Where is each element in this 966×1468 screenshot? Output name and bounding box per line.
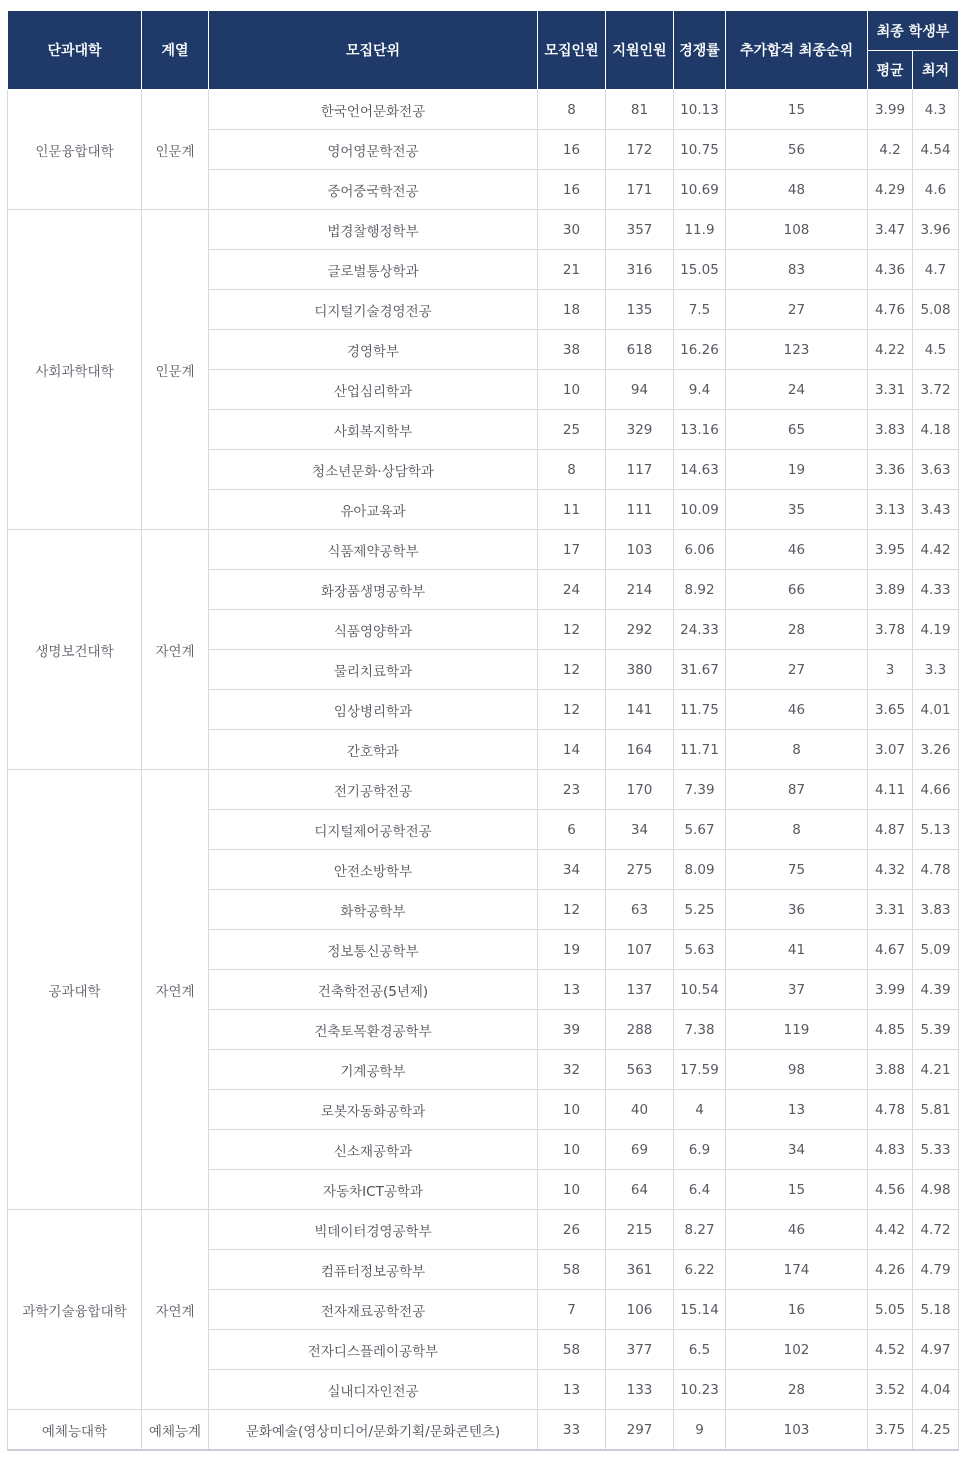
unit-cell: 사회복지학부	[209, 410, 538, 450]
waitlist-cell: 46	[726, 1210, 868, 1250]
header-college: 단과대학	[8, 11, 142, 90]
unit-cell: 법경찰행정학부	[209, 210, 538, 250]
quota-cell: 7	[538, 1290, 606, 1330]
ratio-cell: 14.63	[674, 450, 726, 490]
waitlist-cell: 15	[726, 90, 868, 130]
min-grade-cell: 4.54	[913, 130, 959, 170]
ratio-cell: 11.9	[674, 210, 726, 250]
unit-cell: 로봇자동화공학과	[209, 1090, 538, 1130]
field-cell: 자연계	[142, 1210, 209, 1410]
ratio-cell: 6.5	[674, 1330, 726, 1370]
avg-grade-cell: 4.87	[868, 810, 913, 850]
waitlist-cell: 8	[726, 810, 868, 850]
unit-cell: 건축학전공(5년제)	[209, 970, 538, 1010]
unit-cell: 글로벌통상학과	[209, 250, 538, 290]
quota-cell: 39	[538, 1010, 606, 1050]
avg-grade-cell: 3.36	[868, 450, 913, 490]
avg-grade-cell: 4.29	[868, 170, 913, 210]
min-grade-cell: 3.43	[913, 490, 959, 530]
avg-grade-cell: 4.26	[868, 1250, 913, 1290]
quota-cell: 38	[538, 330, 606, 370]
avg-grade-cell: 3	[868, 650, 913, 690]
quota-cell: 34	[538, 850, 606, 890]
unit-cell: 식품제약공학부	[209, 530, 538, 570]
avg-grade-cell: 4.52	[868, 1330, 913, 1370]
table-row	[8, 1410, 959, 1451]
unit-cell: 유아교육과	[209, 490, 538, 530]
applicants-cell: 361	[606, 1250, 674, 1290]
quota-cell: 18	[538, 290, 606, 330]
college-cell: 생명보건대학	[8, 530, 142, 770]
ratio-cell: 6.9	[674, 1130, 726, 1170]
applicants-cell: 357	[606, 210, 674, 250]
min-grade-cell: 4.5	[913, 330, 959, 370]
college-cell: 사회과학대학	[8, 210, 142, 530]
unit-cell: 임상병리학과	[209, 690, 538, 730]
ratio-cell: 6.06	[674, 530, 726, 570]
ratio-cell: 16.26	[674, 330, 726, 370]
quota-cell: 17	[538, 530, 606, 570]
unit-cell: 물리치료학과	[209, 650, 538, 690]
quota-cell: 32	[538, 1050, 606, 1090]
unit-cell: 건축토목환경공학부	[209, 1010, 538, 1050]
avg-grade-cell: 4.32	[868, 850, 913, 890]
table-header	[8, 11, 959, 90]
field-cell: 자연계	[142, 770, 209, 1210]
waitlist-cell: 102	[726, 1330, 868, 1370]
waitlist-cell: 66	[726, 570, 868, 610]
unit-cell: 기계공학부	[209, 1050, 538, 1090]
unit-cell: 빅데이터경영공학부	[209, 1210, 538, 1250]
min-grade-cell: 5.33	[913, 1130, 959, 1170]
header-field: 계열	[142, 11, 209, 90]
table-row	[8, 530, 959, 570]
min-grade-cell: 3.96	[913, 210, 959, 250]
quota-cell: 33	[538, 1410, 606, 1451]
min-grade-cell: 4.18	[913, 410, 959, 450]
applicants-cell: 133	[606, 1370, 674, 1410]
waitlist-cell: 119	[726, 1010, 868, 1050]
quota-cell: 58	[538, 1250, 606, 1290]
waitlist-cell: 27	[726, 290, 868, 330]
unit-cell: 컴퓨터정보공학부	[209, 1250, 538, 1290]
quota-cell: 10	[538, 1170, 606, 1210]
quota-cell: 13	[538, 970, 606, 1010]
unit-cell: 화장품생명공학부	[209, 570, 538, 610]
field-cell: 예체능계	[142, 1410, 209, 1451]
avg-grade-cell: 4.22	[868, 330, 913, 370]
applicants-cell: 103	[606, 530, 674, 570]
unit-cell: 자동차ICT공학과	[209, 1170, 538, 1210]
unit-cell: 화학공학부	[209, 890, 538, 930]
ratio-cell: 11.71	[674, 730, 726, 770]
applicants-cell: 288	[606, 1010, 674, 1050]
table-row	[8, 770, 959, 810]
min-grade-cell: 3.72	[913, 370, 959, 410]
waitlist-cell: 27	[726, 650, 868, 690]
waitlist-cell: 103	[726, 1410, 868, 1451]
quota-cell: 8	[538, 90, 606, 130]
admission-results-table	[7, 10, 959, 1451]
waitlist-cell: 87	[726, 770, 868, 810]
min-grade-cell: 4.79	[913, 1250, 959, 1290]
avg-grade-cell: 4.67	[868, 930, 913, 970]
waitlist-cell: 108	[726, 210, 868, 250]
quota-cell: 12	[538, 610, 606, 650]
ratio-cell: 15.14	[674, 1290, 726, 1330]
ratio-cell: 8.09	[674, 850, 726, 890]
quota-cell: 14	[538, 730, 606, 770]
avg-grade-cell: 3.99	[868, 90, 913, 130]
applicants-cell: 214	[606, 570, 674, 610]
college-cell: 과학기술융합대학	[8, 1210, 142, 1410]
header-applicants: 지원인원	[606, 11, 674, 90]
min-grade-cell: 4.25	[913, 1410, 959, 1451]
unit-cell: 실내디자인전공	[209, 1370, 538, 1410]
ratio-cell: 9.4	[674, 370, 726, 410]
quota-cell: 23	[538, 770, 606, 810]
ratio-cell: 5.25	[674, 890, 726, 930]
quota-cell: 13	[538, 1370, 606, 1410]
applicants-cell: 141	[606, 690, 674, 730]
ratio-cell: 6.22	[674, 1250, 726, 1290]
min-grade-cell: 4.6	[913, 170, 959, 210]
applicants-cell: 135	[606, 290, 674, 330]
quota-cell: 16	[538, 130, 606, 170]
ratio-cell: 6.4	[674, 1170, 726, 1210]
min-grade-cell: 4.04	[913, 1370, 959, 1410]
ratio-cell: 7.38	[674, 1010, 726, 1050]
min-grade-cell: 4.72	[913, 1210, 959, 1250]
ratio-cell: 10.54	[674, 970, 726, 1010]
min-grade-cell: 3.63	[913, 450, 959, 490]
ratio-cell: 24.33	[674, 610, 726, 650]
applicants-cell: 172	[606, 130, 674, 170]
quota-cell: 16	[538, 170, 606, 210]
unit-cell: 전기공학전공	[209, 770, 538, 810]
table-body	[8, 90, 959, 1451]
applicants-cell: 618	[606, 330, 674, 370]
avg-grade-cell: 4.56	[868, 1170, 913, 1210]
waitlist-cell: 19	[726, 450, 868, 490]
ratio-cell: 11.75	[674, 690, 726, 730]
unit-cell: 청소년문화·상담학과	[209, 450, 538, 490]
waitlist-cell: 15	[726, 1170, 868, 1210]
header-waitlist: 추가합격 최종순위	[726, 11, 868, 90]
min-grade-cell: 4.3	[913, 90, 959, 130]
ratio-cell: 9	[674, 1410, 726, 1451]
avg-grade-cell: 4.85	[868, 1010, 913, 1050]
waitlist-cell: 174	[726, 1250, 868, 1290]
ratio-cell: 8.92	[674, 570, 726, 610]
header-grade-group: 최종 학생부	[868, 11, 959, 51]
header-quota: 모집인원	[538, 11, 606, 90]
ratio-cell: 31.67	[674, 650, 726, 690]
applicants-cell: 107	[606, 930, 674, 970]
unit-cell: 전자재료공학전공	[209, 1290, 538, 1330]
avg-grade-cell: 3.31	[868, 890, 913, 930]
avg-grade-cell: 3.83	[868, 410, 913, 450]
avg-grade-cell: 3.75	[868, 1410, 913, 1451]
quota-cell: 8	[538, 450, 606, 490]
ratio-cell: 10.75	[674, 130, 726, 170]
quota-cell: 10	[538, 1090, 606, 1130]
avg-grade-cell: 3.31	[868, 370, 913, 410]
quota-cell: 12	[538, 890, 606, 930]
avg-grade-cell: 3.88	[868, 1050, 913, 1090]
unit-cell: 문화예술(영상미디어/문화기획/문화콘텐츠)	[209, 1410, 538, 1451]
min-grade-cell: 3.3	[913, 650, 959, 690]
applicants-cell: 171	[606, 170, 674, 210]
min-grade-cell: 4.39	[913, 970, 959, 1010]
min-grade-cell: 4.42	[913, 530, 959, 570]
ratio-cell: 15.05	[674, 250, 726, 290]
avg-grade-cell: 3.89	[868, 570, 913, 610]
unit-cell: 영어영문학전공	[209, 130, 538, 170]
ratio-cell: 7.39	[674, 770, 726, 810]
waitlist-cell: 37	[726, 970, 868, 1010]
waitlist-cell: 98	[726, 1050, 868, 1090]
waitlist-cell: 75	[726, 850, 868, 890]
applicants-cell: 316	[606, 250, 674, 290]
waitlist-cell: 24	[726, 370, 868, 410]
min-grade-cell: 5.39	[913, 1010, 959, 1050]
quota-cell: 26	[538, 1210, 606, 1250]
min-grade-cell: 4.21	[913, 1050, 959, 1090]
ratio-cell: 10.09	[674, 490, 726, 530]
waitlist-cell: 28	[726, 610, 868, 650]
applicants-cell: 215	[606, 1210, 674, 1250]
avg-grade-cell: 3.95	[868, 530, 913, 570]
ratio-cell: 7.5	[674, 290, 726, 330]
header-min: 최저	[913, 51, 959, 90]
header-row	[8, 11, 959, 51]
waitlist-cell: 56	[726, 130, 868, 170]
avg-grade-cell: 4.83	[868, 1130, 913, 1170]
applicants-cell: 111	[606, 490, 674, 530]
avg-grade-cell: 5.05	[868, 1290, 913, 1330]
header-unit: 모집단위	[209, 11, 538, 90]
waitlist-cell: 36	[726, 890, 868, 930]
waitlist-cell: 34	[726, 1130, 868, 1170]
quota-cell: 10	[538, 1130, 606, 1170]
waitlist-cell: 35	[726, 490, 868, 530]
ratio-cell: 8.27	[674, 1210, 726, 1250]
quota-cell: 25	[538, 410, 606, 450]
applicants-cell: 117	[606, 450, 674, 490]
avg-grade-cell: 4.36	[868, 250, 913, 290]
applicants-cell: 81	[606, 90, 674, 130]
unit-cell: 신소재공학과	[209, 1130, 538, 1170]
min-grade-cell: 5.13	[913, 810, 959, 850]
waitlist-cell: 65	[726, 410, 868, 450]
applicants-cell: 170	[606, 770, 674, 810]
applicants-cell: 380	[606, 650, 674, 690]
waitlist-cell: 46	[726, 530, 868, 570]
applicants-cell: 297	[606, 1410, 674, 1451]
avg-grade-cell: 4.76	[868, 290, 913, 330]
college-cell: 인문융합대학	[8, 90, 142, 210]
applicants-cell: 137	[606, 970, 674, 1010]
applicants-cell: 275	[606, 850, 674, 890]
applicants-cell: 377	[606, 1330, 674, 1370]
waitlist-cell: 48	[726, 170, 868, 210]
table-row	[8, 1210, 959, 1250]
ratio-cell: 10.69	[674, 170, 726, 210]
min-grade-cell: 5.18	[913, 1290, 959, 1330]
waitlist-cell: 46	[726, 690, 868, 730]
min-grade-cell: 4.66	[913, 770, 959, 810]
field-cell: 자연계	[142, 530, 209, 770]
min-grade-cell: 5.81	[913, 1090, 959, 1130]
unit-cell: 산업심리학과	[209, 370, 538, 410]
min-grade-cell: 4.19	[913, 610, 959, 650]
unit-cell: 디지털제어공학전공	[209, 810, 538, 850]
applicants-cell: 329	[606, 410, 674, 450]
min-grade-cell: 4.98	[913, 1170, 959, 1210]
quota-cell: 11	[538, 490, 606, 530]
min-grade-cell: 3.83	[913, 890, 959, 930]
min-grade-cell: 4.33	[913, 570, 959, 610]
header-ratio: 경쟁률	[674, 11, 726, 90]
ratio-cell: 17.59	[674, 1050, 726, 1090]
field-cell: 인문계	[142, 90, 209, 210]
quota-cell: 10	[538, 370, 606, 410]
avg-grade-cell: 4.78	[868, 1090, 913, 1130]
header-avg: 평균	[868, 51, 913, 90]
ratio-cell: 13.16	[674, 410, 726, 450]
quota-cell: 24	[538, 570, 606, 610]
waitlist-cell: 16	[726, 1290, 868, 1330]
quota-cell: 19	[538, 930, 606, 970]
unit-cell: 식품영양학과	[209, 610, 538, 650]
applicants-cell: 34	[606, 810, 674, 850]
college-cell: 공과대학	[8, 770, 142, 1210]
ratio-cell: 4	[674, 1090, 726, 1130]
waitlist-cell: 13	[726, 1090, 868, 1130]
table-row	[8, 210, 959, 250]
waitlist-cell: 41	[726, 930, 868, 970]
quota-cell: 12	[538, 690, 606, 730]
applicants-cell: 94	[606, 370, 674, 410]
unit-cell: 경영학부	[209, 330, 538, 370]
min-grade-cell: 3.26	[913, 730, 959, 770]
avg-grade-cell: 3.13	[868, 490, 913, 530]
waitlist-cell: 28	[726, 1370, 868, 1410]
avg-grade-cell: 4.2	[868, 130, 913, 170]
min-grade-cell: 4.97	[913, 1330, 959, 1370]
min-grade-cell: 4.78	[913, 850, 959, 890]
field-cell: 인문계	[142, 210, 209, 530]
applicants-cell: 106	[606, 1290, 674, 1330]
ratio-cell: 5.63	[674, 930, 726, 970]
quota-cell: 58	[538, 1330, 606, 1370]
applicants-cell: 69	[606, 1130, 674, 1170]
applicants-cell: 563	[606, 1050, 674, 1090]
avg-grade-cell: 3.47	[868, 210, 913, 250]
applicants-cell: 292	[606, 610, 674, 650]
applicants-cell: 64	[606, 1170, 674, 1210]
avg-grade-cell: 3.52	[868, 1370, 913, 1410]
min-grade-cell: 5.09	[913, 930, 959, 970]
unit-cell: 안전소방학부	[209, 850, 538, 890]
min-grade-cell: 5.08	[913, 290, 959, 330]
waitlist-cell: 123	[726, 330, 868, 370]
college-cell: 예체능대학	[8, 1410, 142, 1451]
quota-cell: 21	[538, 250, 606, 290]
avg-grade-cell: 3.99	[868, 970, 913, 1010]
min-grade-cell: 4.01	[913, 690, 959, 730]
waitlist-cell: 8	[726, 730, 868, 770]
unit-cell: 정보통신공학부	[209, 930, 538, 970]
ratio-cell: 5.67	[674, 810, 726, 850]
unit-cell: 전자디스플레이공학부	[209, 1330, 538, 1370]
applicants-cell: 40	[606, 1090, 674, 1130]
unit-cell: 디지털기술경영전공	[209, 290, 538, 330]
table-row	[8, 90, 959, 130]
avg-grade-cell: 3.07	[868, 730, 913, 770]
avg-grade-cell: 4.11	[868, 770, 913, 810]
applicants-cell: 164	[606, 730, 674, 770]
avg-grade-cell: 4.42	[868, 1210, 913, 1250]
min-grade-cell: 4.7	[913, 250, 959, 290]
quota-cell: 30	[538, 210, 606, 250]
unit-cell: 간호학과	[209, 730, 538, 770]
unit-cell: 한국언어문화전공	[209, 90, 538, 130]
avg-grade-cell: 3.78	[868, 610, 913, 650]
quota-cell: 12	[538, 650, 606, 690]
unit-cell: 중어중국학전공	[209, 170, 538, 210]
ratio-cell: 10.23	[674, 1370, 726, 1410]
quota-cell: 6	[538, 810, 606, 850]
applicants-cell: 63	[606, 890, 674, 930]
ratio-cell: 10.13	[674, 90, 726, 130]
avg-grade-cell: 3.65	[868, 690, 913, 730]
waitlist-cell: 83	[726, 250, 868, 290]
